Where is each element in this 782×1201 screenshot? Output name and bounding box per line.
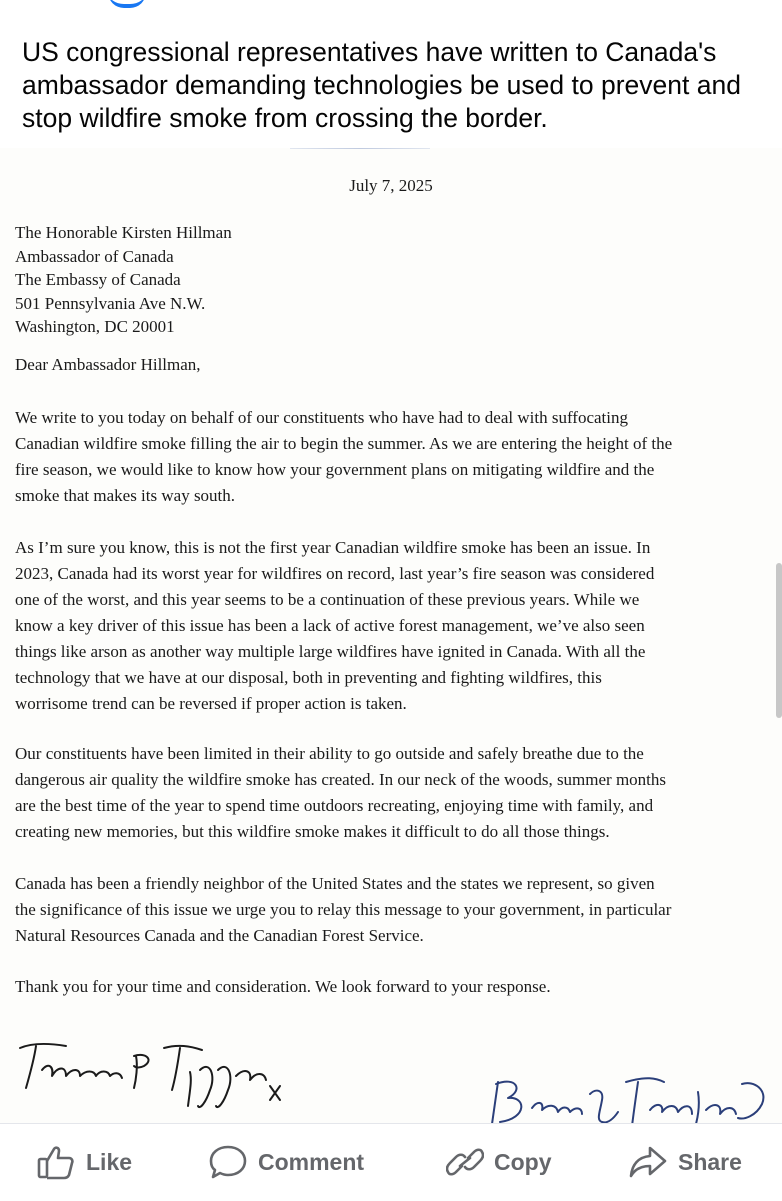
salutation: Dear Ambassador Hillman, [15, 355, 201, 374]
letter-date: July 7, 2025 [349, 176, 433, 195]
address-line: 501 Pennsylvania Ave N.W. [15, 293, 206, 313]
letterhead-mark [290, 148, 430, 149]
share-button[interactable] [628, 1144, 742, 1180]
recipient-address [15, 221, 232, 339]
share-label: Share [678, 1148, 742, 1175]
paragraph-line: dangerous air quality the wildfire smoke has created. In our neck of the woods, summer months [15, 770, 667, 789]
paragraph-line: one of the worst, and this year seems to be a continuation of these previous years. While we [15, 590, 640, 609]
scrollbar[interactable] [776, 563, 782, 718]
comment-button[interactable] [208, 1144, 364, 1180]
share-arrow-icon [628, 1144, 668, 1180]
link-icon [446, 1144, 484, 1180]
top-accent-decoration [108, 0, 146, 8]
post-action-bar [0, 1123, 782, 1201]
paragraph-line: fire season, we would like to know how your government plans on mitigating wildfire and the [15, 460, 655, 479]
comment-label: Comment [258, 1148, 365, 1175]
paragraph-line: Canada has been a friendly neighbor of the United States and the states we represent, so given [15, 874, 655, 893]
letter-paragraph-1 [15, 405, 775, 509]
letter-paragraph-2 [15, 535, 775, 717]
paragraph-line: Natural Resources Canada and the Canadian Forest Service. [15, 926, 424, 945]
comment-bubble-icon [208, 1144, 248, 1180]
paragraph-line: things like arson as another way multiple large wildfires have ignited in Canada. With all the [15, 642, 646, 661]
paragraph-line: are the best time of the year to spend time outdoors recreating, enjoying time with family, and [15, 796, 654, 815]
paragraph-line: smoke that makes its way south. [15, 486, 236, 505]
paragraph-line: As I’m sure you know, this is not the first year Canadian wildfire smoke has been an issue. In [15, 538, 651, 557]
letter-image[interactable] [0, 148, 782, 1123]
post-caption: US congressional representatives have written to Canada's ambassador demanding technologies be used to prevent and stop wildfire smoke from crossing the border. [22, 37, 741, 133]
like-label: Like [86, 1148, 133, 1175]
paragraph-line: the significance of this issue we urge you to relay this message to your government, in particular [15, 900, 672, 919]
paragraph-line: We write to you today on behalf of our constituents who have had to deal with suffocating [15, 408, 629, 427]
copy-label: Copy [494, 1148, 552, 1175]
address-line: The Embassy of Canada [15, 270, 181, 289]
paragraph-line: 2023, Canada had its worst year for wildfires on record, last year’s fire season was considered [15, 564, 655, 583]
letter-paragraph-3 [15, 741, 775, 845]
paragraph-line: creating new memories, but this wildfire smoke makes it difficult to do all those things. [15, 822, 610, 841]
signature-finstad [486, 1074, 776, 1123]
address-line: The Honorable Kirsten Hillman [15, 223, 232, 242]
copy-link-button[interactable] [446, 1144, 552, 1180]
paragraph-line: Canadian wildfire smoke filling the air to begin the summer. As we are entering the height of the [15, 434, 673, 453]
like-button[interactable] [36, 1144, 132, 1180]
paragraph-line: technology that we have at our disposal, both in preventing and fighting wildfires, this [15, 668, 602, 687]
paragraph-line: worrisome trend can be reversed if proper action is taken. [15, 694, 407, 713]
address-line: Ambassador of Canada [15, 246, 174, 266]
letter-closing: Thank you for your time and consideration. We look forward to your response. [15, 977, 551, 996]
paragraph-line: know a key driver of this issue has been a lack of active forest management, we’ve also seen [15, 616, 645, 635]
address-line: Washington, DC 20001 [15, 317, 175, 336]
thumbs-up-icon [36, 1144, 76, 1180]
signature-tiffany [14, 1036, 284, 1116]
paragraph-line: Our constituents have been limited in their ability to go outside and safely breathe due to the [15, 744, 644, 763]
letter-paragraph-4 [15, 871, 775, 949]
